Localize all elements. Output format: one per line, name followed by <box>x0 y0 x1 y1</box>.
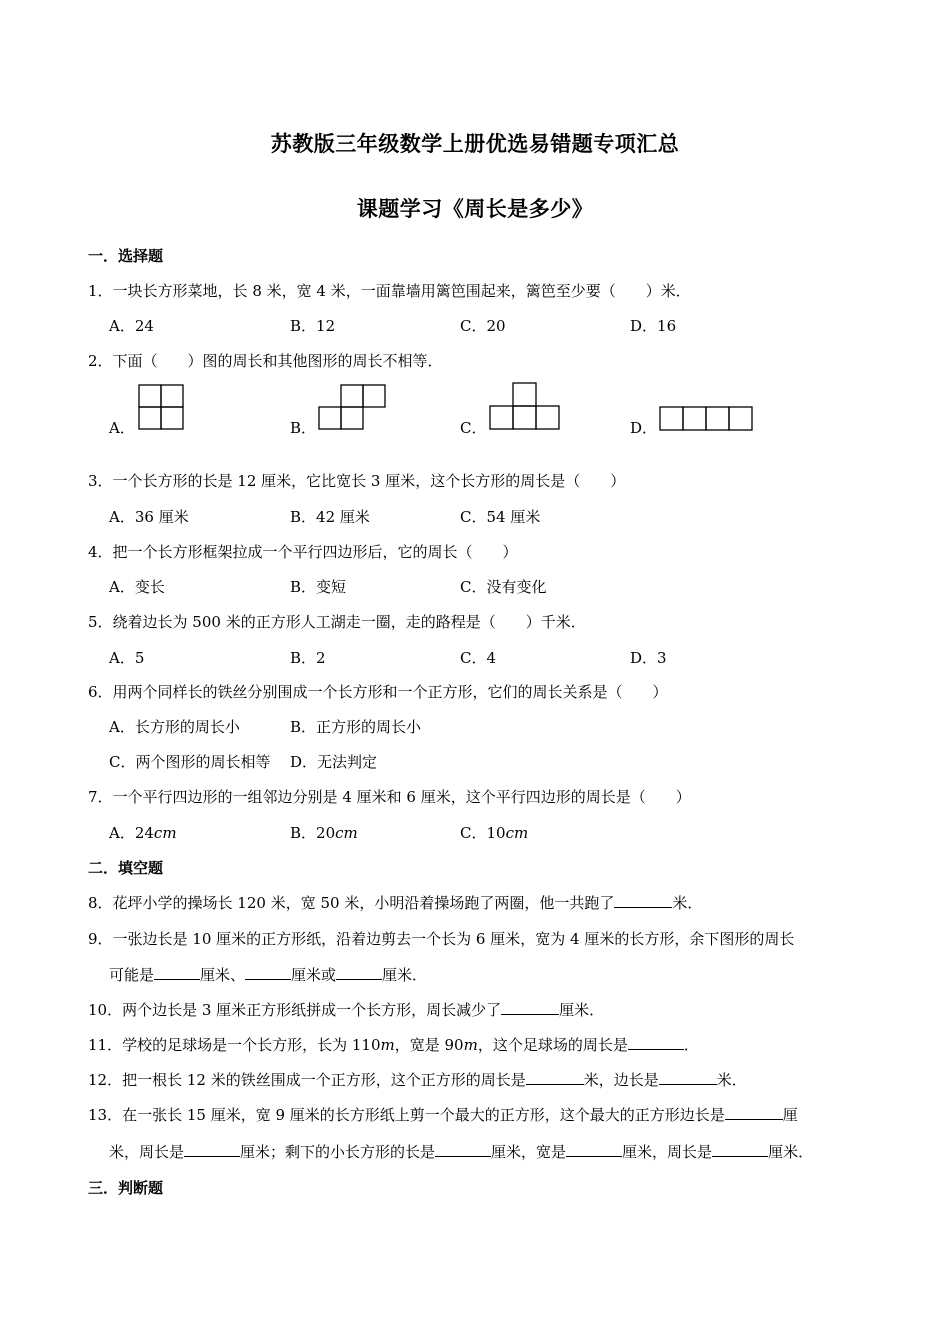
figure-c-square <box>513 406 536 429</box>
question-1-option-c: C．20 <box>460 317 506 335</box>
answer-blank[interactable] <box>566 1141 622 1157</box>
question-5-option-c: C．4 <box>460 649 497 667</box>
answer-blank[interactable] <box>725 1104 783 1120</box>
answer-blank[interactable] <box>245 964 291 980</box>
answer-blank[interactable] <box>526 1069 584 1085</box>
answer-blank[interactable] <box>659 1069 717 1085</box>
answer-blank[interactable] <box>614 892 672 908</box>
question-6-option-b: B．正方形的周长小 <box>290 718 422 736</box>
page-subtitle: 课题学习《周长是多少》 <box>356 197 594 221</box>
question-13-stem-line-1: 13．在一张长 15 厘米，宽 9 厘米的长方形纸上剪一个最大的正方形，这个最大的正方形边长是 厘 <box>88 1106 798 1124</box>
figure-c-square <box>536 406 559 429</box>
question-4-option-b: B．变短 <box>290 578 347 596</box>
figure-a-square <box>139 407 161 429</box>
question-5-option-b: B．2 <box>290 649 326 667</box>
question-2-figure-d <box>659 406 755 432</box>
question-5-stem: 5．绕着边长为 500 米的正方形人工湖走一圈，走的路程是（ ）千米． <box>88 613 586 631</box>
answer-blank[interactable] <box>712 1141 768 1157</box>
question-1-stem: 1．一块长方形菜地，长 8 米，宽 4 米，一面靠墙用篱笆围起来，篱笆至少要（ ）米． <box>88 282 691 300</box>
question-2-figure-c <box>489 382 563 432</box>
question-5-option-a: A．5 <box>109 649 145 667</box>
figure-b-square <box>341 385 363 407</box>
question-13-stem-line-2: 米，周长是 厘米；剩下的小长方形的长是 厘米，宽是 厘米，周长是 厘米． <box>109 1143 814 1161</box>
question-7-option-a: A．24cm <box>109 824 177 842</box>
question-4-stem: 4．把一个长方形框架拉成一个平行四边形后，它的周长（ ） <box>88 543 518 561</box>
question-4-option-c: C．没有变化 <box>460 578 547 596</box>
figure-b-square <box>319 407 341 429</box>
figure-a-square <box>139 385 161 407</box>
question-1-option-a: A．24 <box>109 317 154 335</box>
figure-d-square <box>729 407 752 430</box>
question-2-option-c-label: C． <box>460 419 487 437</box>
answer-blank[interactable] <box>435 1141 491 1157</box>
question-3-option-b: B．42 厘米 <box>290 508 370 526</box>
figure-d-square <box>660 407 683 430</box>
question-6-stem: 6．用两个同样长的铁丝分别围成一个长方形和一个正方形，它们的周长关系是（ ） <box>88 683 668 701</box>
question-2-figure-b <box>318 384 390 432</box>
section-heading-fill-blank: 二．填空题 <box>88 859 164 877</box>
question-5-option-d: D．3 <box>630 649 667 667</box>
question-7-stem: 7．一个平行四边形的一组邻边分别是 4 厘米和 6 厘米，这个平行四边形的周长是（ ） <box>88 788 691 806</box>
answer-blank[interactable] <box>336 964 382 980</box>
figure-b-square <box>341 407 363 429</box>
question-6-option-c: C．两个图形的周长相等 <box>109 753 271 771</box>
question-10-stem: 10．两个边长是 3 厘米正方形纸拼成一个长方形，周长减少了 厘米． <box>88 1001 605 1019</box>
question-12-stem: 12．把一根长 12 米的铁丝围成一个正方形，这个正方形的周长是 米，边长是 米． <box>88 1071 747 1089</box>
figure-a-square <box>161 385 183 407</box>
page-title: 苏教版三年级数学上册优选易错题专项汇总 <box>270 132 680 156</box>
answer-blank[interactable] <box>501 999 559 1015</box>
question-1-option-b: B．12 <box>290 317 336 335</box>
figure-c-square <box>490 406 513 429</box>
figure-b-square <box>363 385 385 407</box>
question-6-option-d: D．无法判定 <box>290 753 378 771</box>
question-4-option-a: A．变长 <box>109 578 165 596</box>
section-heading-choice: 一．选择题 <box>88 247 164 265</box>
question-6-option-a: A．长方形的周长小 <box>109 718 240 736</box>
question-3-option-c: C．54 厘米 <box>460 508 541 526</box>
question-3-option-a: A．36 厘米 <box>109 508 189 526</box>
section-heading-true-false: 三．判断题 <box>88 1179 164 1197</box>
question-1-option-d: D．16 <box>630 317 677 335</box>
question-9-stem-line-2: 可能是 厘米、 厘米或 厘米． <box>109 966 428 984</box>
answer-blank[interactable] <box>628 1034 684 1050</box>
question-9-stem-line-1: 9．一张边长是 10 厘米的正方形纸，沿着边剪去一个长为 6 厘米，宽为 4 厘米的长方形，余下图形的周长 <box>88 930 795 948</box>
answer-blank[interactable] <box>184 1141 240 1157</box>
question-2-option-a-label: A． <box>109 419 135 437</box>
figure-a-square <box>161 407 183 429</box>
question-2-figure-a <box>138 384 188 432</box>
question-8-stem: 8．花坪小学的操场长 120 米，宽 50 米，小明沿着操场跑了两圈，他一共跑了 米． <box>88 894 703 912</box>
question-2-option-d-label: D． <box>630 419 658 437</box>
figure-d-square <box>683 407 706 430</box>
question-2-stem: 2．下面（ ）图的周长和其他图形的周长不相等． <box>88 352 443 370</box>
figure-c-square <box>513 383 536 406</box>
question-7-option-b: B．20cm <box>290 824 358 842</box>
figure-d-square <box>706 407 729 430</box>
question-7-option-c: C．10cm <box>460 824 529 842</box>
question-2-option-b-label: B． <box>290 419 317 437</box>
answer-blank[interactable] <box>154 964 200 980</box>
question-11-stem: 11．学校的足球场是一个长方形，长为 110m，宽是 90m，这个足球场的周长是 ． <box>88 1036 699 1054</box>
question-3-stem: 3．一个长方形的长是 12 厘米，它比宽长 3 厘米，这个长方形的周长是（ ） <box>88 472 626 490</box>
